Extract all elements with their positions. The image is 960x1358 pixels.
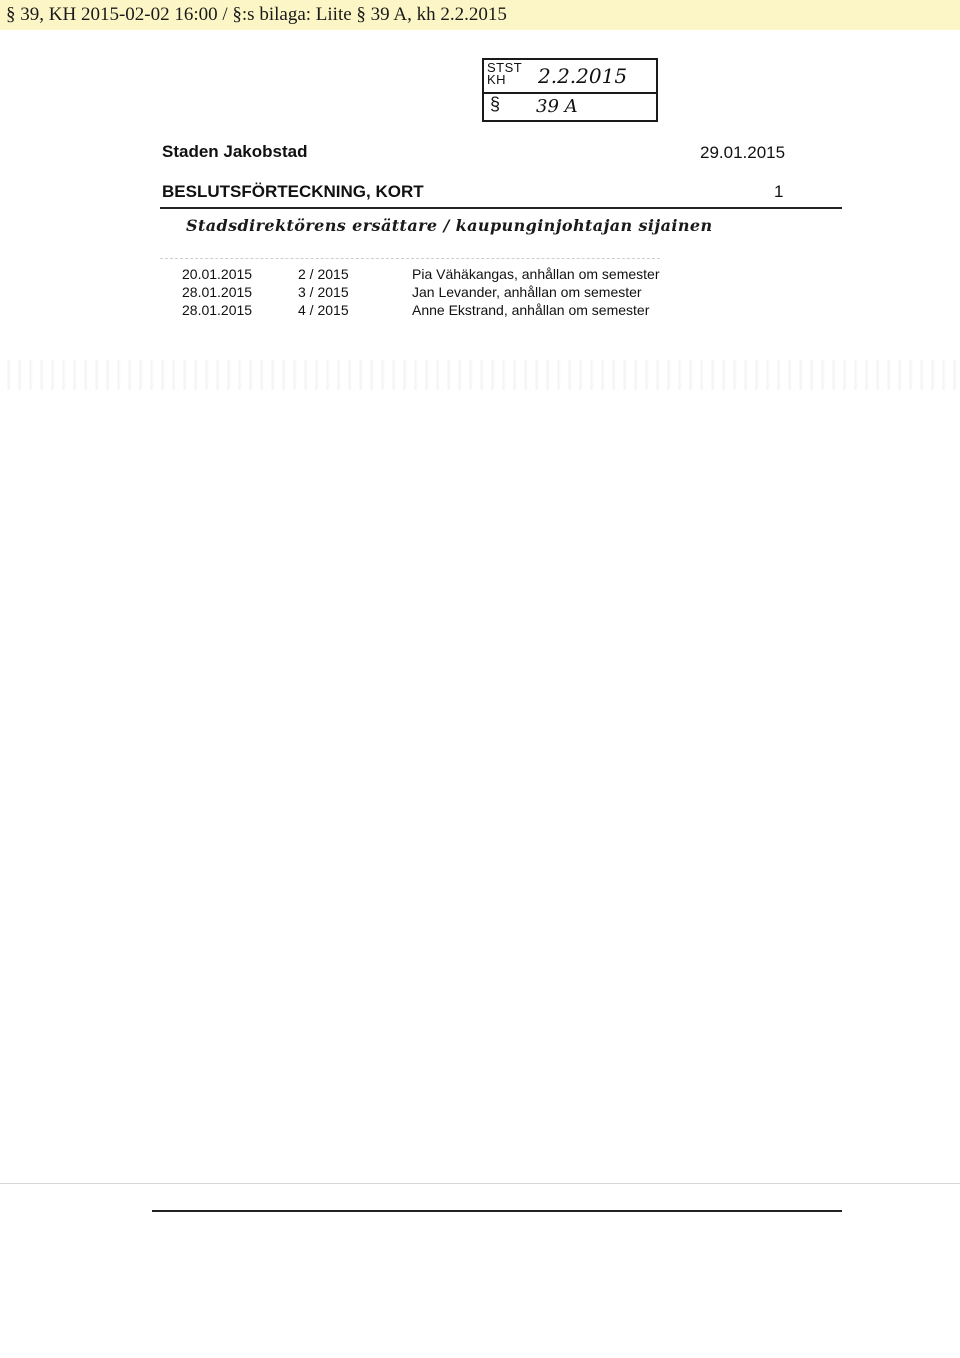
stamp-handwritten-date: 2.2.2015 — [538, 64, 628, 88]
decision-date: 28.01.2015 — [182, 284, 253, 300]
stamp-org-line1: STST — [487, 60, 523, 75]
organization-name: Staden Jakobstad — [162, 142, 308, 161]
registration-stamp — [482, 58, 658, 122]
decision-text: Anne Ekstrand, anhållan om semester — [412, 302, 650, 318]
stamp-paragraph-symbol: § — [490, 94, 501, 114]
stamp-org — [487, 62, 522, 86]
decision-number: 4 / 2015 — [298, 302, 349, 318]
document-date: 29.01.2015 — [700, 143, 786, 162]
faint-separator — [160, 258, 660, 259]
stamp-divider — [484, 92, 656, 94]
decision-number: 2 / 2015 — [298, 266, 349, 282]
attachment-header-bar: § 39, KH 2015-02-02 16:00 / §:s bilaga: Liite § 39 A, kh 2.2.2015 — [0, 0, 960, 30]
stamp-handwritten-paragraph: 39 A — [536, 96, 578, 117]
decision-text: Pia Vähäkangas, anhållan om semester — [412, 266, 660, 282]
decision-date: 28.01.2015 — [182, 302, 253, 318]
scan-page-edge — [0, 1183, 960, 1184]
document-title: BESLUTSFÖRTECKNING, KORT — [162, 182, 424, 201]
decision-date: 20.01.2015 — [182, 266, 253, 282]
scan-noise-band — [0, 360, 960, 390]
stamp-org-line2: KH — [487, 72, 507, 87]
decision-number: 3 / 2015 — [298, 284, 349, 300]
decision-text: Jan Levander, anhållan om semester — [412, 284, 642, 300]
footer-rule — [152, 1210, 842, 1212]
page-number: 1 — [774, 182, 784, 201]
title-underline — [160, 207, 842, 209]
handwritten-section-heading: Stadsdirektörens ersättare / kaupunginjohtajan sijainen — [186, 216, 713, 235]
